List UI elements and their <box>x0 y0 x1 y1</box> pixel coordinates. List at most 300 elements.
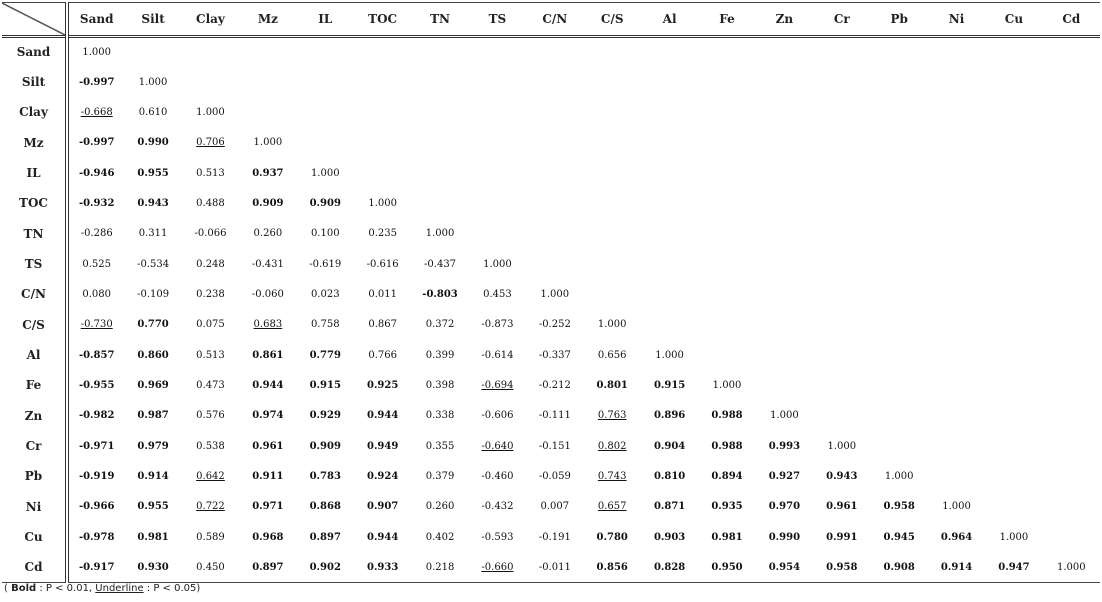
correlation-value: 1.000 <box>827 440 857 452</box>
correlation-value: -0.917 <box>67 552 124 582</box>
correlation-value: -0.066 <box>194 228 227 240</box>
empty-cell <box>870 188 927 218</box>
row-header: Cu <box>2 522 67 552</box>
table-row <box>2 522 1100 552</box>
correlation-value: 0.897 <box>239 552 296 582</box>
correlation-value: -0.730 <box>80 319 113 331</box>
empty-cell <box>813 310 870 340</box>
correlation-value: 0.950 <box>698 552 755 582</box>
correlation-value: 1.000 <box>310 167 340 179</box>
empty-cell <box>985 219 1042 249</box>
empty-cell <box>870 431 927 461</box>
correlation-value: 0.909 <box>309 440 341 452</box>
column-header: IL <box>297 3 354 37</box>
empty-cell <box>756 128 813 158</box>
correlation-value: 1.000 <box>253 137 283 149</box>
correlation-value: 1.000 <box>483 258 512 270</box>
correlation-value: 0.896 <box>653 410 686 422</box>
row-header: Cd <box>2 552 67 582</box>
table-row <box>2 249 1100 279</box>
correlation-value: 0.453 <box>483 288 512 300</box>
empty-cell <box>870 401 927 431</box>
correlation-value: 0.903 <box>653 531 686 543</box>
row-header: C/S <box>2 310 67 340</box>
empty-cell <box>698 188 755 218</box>
empty-cell <box>870 340 927 370</box>
table-row <box>2 401 1100 431</box>
correlation-value: 0.909 <box>252 197 284 209</box>
correlation-value: 0.908 <box>870 552 927 582</box>
table-row <box>2 67 1100 97</box>
table-row <box>2 431 1100 461</box>
empty-cell <box>354 37 411 67</box>
empty-cell <box>182 37 239 67</box>
empty-cell <box>985 401 1042 431</box>
correlation-value: 0.911 <box>252 470 284 482</box>
correlation-value: -0.946 <box>78 167 115 179</box>
empty-cell <box>239 37 296 67</box>
empty-cell <box>641 279 698 309</box>
empty-cell <box>698 128 755 158</box>
empty-cell <box>756 219 813 249</box>
empty-cell <box>469 188 526 218</box>
correlation-value: 0.398 <box>425 379 455 391</box>
empty-cell <box>1043 158 1100 188</box>
empty-cell <box>297 128 354 158</box>
table-row <box>2 552 1100 582</box>
correlation-value: -0.286 <box>80 228 113 240</box>
correlation-value: 0.399 <box>425 349 455 361</box>
empty-cell <box>297 67 354 97</box>
empty-cell <box>641 188 698 218</box>
correlation-value: 0.988 <box>711 440 743 452</box>
correlation-value: -0.803 <box>422 288 458 300</box>
correlation-value: -0.109 <box>137 288 170 300</box>
correlation-value: 0.683 <box>253 319 283 331</box>
empty-cell <box>813 37 870 67</box>
correlation-value: 0.011 <box>368 288 397 300</box>
correlation-value: 1.000 <box>1043 552 1100 582</box>
correlation-matrix-table <box>2 2 1100 583</box>
correlation-value: 0.766 <box>368 349 397 361</box>
correlation-value: 0.218 <box>411 552 468 582</box>
correlation-value: 0.780 <box>596 531 628 543</box>
row-header: Cr <box>2 431 67 461</box>
empty-cell <box>756 249 813 279</box>
correlation-value: -0.978 <box>78 531 115 543</box>
correlation-value: 0.914 <box>928 552 985 582</box>
empty-cell <box>756 279 813 309</box>
empty-cell <box>411 158 468 188</box>
correlation-value: 0.894 <box>711 470 743 482</box>
correlation-value: 0.763 <box>597 410 627 422</box>
correlation-value: 0.743 <box>597 470 627 482</box>
correlation-value: 0.925 <box>366 379 399 391</box>
correlation-value: 0.576 <box>196 410 225 422</box>
empty-cell <box>928 310 985 340</box>
column-header: Ni <box>928 3 985 37</box>
correlation-value: 0.969 <box>137 379 169 391</box>
correlation-value: 0.927 <box>768 470 801 482</box>
empty-cell <box>928 188 985 218</box>
correlation-value: -0.668 <box>80 106 113 118</box>
correlation-value: -0.059 <box>538 470 571 482</box>
empty-cell <box>698 67 755 97</box>
correlation-value: -0.660 <box>469 552 526 582</box>
correlation-value: 0.970 <box>768 501 801 513</box>
empty-cell <box>297 97 354 127</box>
column-header: TS <box>469 3 526 37</box>
empty-cell <box>469 128 526 158</box>
empty-cell <box>870 219 927 249</box>
correlation-value: 0.372 <box>425 319 455 331</box>
empty-cell <box>641 158 698 188</box>
empty-cell <box>813 370 870 400</box>
empty-cell <box>297 37 354 67</box>
correlation-value: 0.007 <box>540 501 570 513</box>
row-header: Silt <box>2 67 67 97</box>
correlation-value: -0.997 <box>78 76 115 88</box>
correlation-value: -0.593 <box>481 531 514 543</box>
correlation-value: 0.990 <box>137 137 169 149</box>
correlation-value: 0.801 <box>596 379 628 391</box>
row-header: Clay <box>2 97 67 127</box>
row-header: IL <box>2 158 67 188</box>
correlation-value: 0.355 <box>425 440 455 452</box>
empty-cell <box>756 370 813 400</box>
empty-cell <box>584 219 641 249</box>
significance-legend <box>4 583 200 594</box>
empty-cell <box>756 340 813 370</box>
correlation-value: 1.000 <box>196 106 225 118</box>
correlation-value: 0.897 <box>309 531 341 543</box>
correlation-value: 0.473 <box>196 379 225 391</box>
empty-cell <box>698 249 755 279</box>
correlation-value: -0.614 <box>481 349 514 361</box>
correlation-value: 1.000 <box>884 470 914 482</box>
empty-cell <box>584 188 641 218</box>
correlation-value: -0.857 <box>78 349 115 361</box>
correlation-value: 0.935 <box>711 501 743 513</box>
correlation-value: 0.961 <box>826 501 858 513</box>
column-header: Zn <box>756 3 813 37</box>
correlation-value: 0.402 <box>425 531 455 543</box>
correlation-value: 0.248 <box>196 258 225 270</box>
correlation-value: -0.151 <box>538 440 571 452</box>
correlation-value: -0.966 <box>78 501 115 513</box>
correlation-value: 0.828 <box>641 552 698 582</box>
correlation-value: 0.758 <box>310 319 340 331</box>
correlation-value: 0.856 <box>584 552 641 582</box>
correlation-value: -0.060 <box>251 288 284 300</box>
correlation-value: 0.949 <box>366 440 399 452</box>
legend-bold-word: Bold <box>11 583 37 594</box>
table-row <box>2 128 1100 158</box>
empty-cell <box>641 128 698 158</box>
correlation-value: 0.981 <box>137 531 169 543</box>
empty-cell <box>985 67 1042 97</box>
empty-cell <box>928 461 985 491</box>
correlation-value: 0.657 <box>597 501 627 513</box>
empty-cell <box>411 128 468 158</box>
correlation-value: 0.961 <box>252 440 284 452</box>
empty-cell <box>641 219 698 249</box>
correlation-value: 0.954 <box>756 552 813 582</box>
correlation-value: 0.933 <box>354 552 411 582</box>
column-header: Cu <box>985 3 1042 37</box>
correlation-value: 0.929 <box>309 410 341 422</box>
empty-cell <box>526 219 583 249</box>
empty-cell <box>1043 461 1100 491</box>
empty-cell <box>985 370 1042 400</box>
empty-cell <box>813 97 870 127</box>
row-header: Fe <box>2 370 67 400</box>
empty-cell <box>584 249 641 279</box>
correlation-value: 0.861 <box>252 349 284 361</box>
empty-cell <box>756 37 813 67</box>
empty-cell <box>870 249 927 279</box>
correlation-value: 1.000 <box>942 501 971 513</box>
row-header: TOC <box>2 188 67 218</box>
empty-cell <box>985 37 1042 67</box>
column-header: Sand <box>67 3 124 37</box>
correlation-value: -0.460 <box>481 470 514 482</box>
empty-cell <box>526 249 583 279</box>
empty-cell <box>813 188 870 218</box>
empty-cell <box>354 67 411 97</box>
correlation-value: -0.982 <box>78 410 115 422</box>
empty-cell <box>1043 188 1100 218</box>
empty-cell <box>1043 310 1100 340</box>
correlation-value: 1.000 <box>770 410 799 422</box>
correlation-value: 0.974 <box>252 410 284 422</box>
correlation-value: -0.252 <box>538 319 571 331</box>
empty-cell <box>584 97 641 127</box>
correlation-value: 0.990 <box>768 531 801 543</box>
row-header: C/N <box>2 279 67 309</box>
correlation-value: 0.235 <box>368 228 397 240</box>
correlation-value: 0.379 <box>425 470 455 482</box>
header-row <box>2 3 1100 37</box>
column-header: Mz <box>239 3 296 37</box>
column-header: Pb <box>870 3 927 37</box>
empty-cell <box>870 37 927 67</box>
legend-open: ( <box>4 583 12 594</box>
correlation-value: -0.997 <box>78 137 115 149</box>
empty-cell <box>469 219 526 249</box>
empty-cell <box>641 97 698 127</box>
empty-cell <box>928 370 985 400</box>
empty-cell <box>641 249 698 279</box>
table-row <box>2 461 1100 491</box>
empty-cell <box>985 158 1042 188</box>
correlation-value: -0.616 <box>366 258 399 270</box>
empty-cell <box>985 310 1042 340</box>
correlation-value: 0.947 <box>985 552 1042 582</box>
empty-cell <box>469 158 526 188</box>
empty-cell <box>870 97 927 127</box>
correlation-value: 0.964 <box>940 531 973 543</box>
correlation-value: 0.100 <box>310 228 340 240</box>
correlation-value: 0.988 <box>711 410 743 422</box>
correlation-value: 0.937 <box>252 167 284 179</box>
correlation-value: 1.000 <box>999 531 1029 543</box>
correlation-value: 0.260 <box>425 501 455 513</box>
correlation-value: 0.810 <box>653 470 686 482</box>
empty-cell <box>469 67 526 97</box>
correlation-value: 1.000 <box>425 228 455 240</box>
empty-cell <box>870 158 927 188</box>
empty-cell <box>526 158 583 188</box>
correlation-value: -0.437 <box>424 258 457 270</box>
empty-cell <box>1043 97 1100 127</box>
correlation-value: 0.979 <box>137 440 169 452</box>
empty-cell <box>698 158 755 188</box>
empty-cell <box>870 67 927 97</box>
correlation-value: 0.802 <box>597 440 627 452</box>
correlation-value: 0.450 <box>182 552 239 582</box>
correlation-value: -0.431 <box>251 258 284 270</box>
empty-cell <box>526 37 583 67</box>
correlation-value: 0.513 <box>196 167 225 179</box>
correlation-value: 0.656 <box>597 349 627 361</box>
correlation-value: 1.000 <box>540 288 570 300</box>
correlation-value: 0.311 <box>138 228 168 240</box>
correlation-value: 1.000 <box>368 197 397 209</box>
correlation-value: -0.932 <box>78 197 115 209</box>
correlation-value: -0.694 <box>481 379 514 391</box>
correlation-value: 0.958 <box>883 501 915 513</box>
empty-cell <box>928 219 985 249</box>
empty-cell <box>813 279 870 309</box>
correlation-value: 1.000 <box>655 349 684 361</box>
table-row <box>2 340 1100 370</box>
correlation-value: 0.943 <box>137 197 169 209</box>
empty-cell <box>756 97 813 127</box>
empty-cell <box>756 158 813 188</box>
column-header: TN <box>411 3 468 37</box>
empty-cell <box>698 219 755 249</box>
correlation-value: 0.930 <box>124 552 181 582</box>
empty-cell <box>1043 37 1100 67</box>
column-header: Clay <box>182 3 239 37</box>
row-header: TS <box>2 249 67 279</box>
empty-cell <box>813 340 870 370</box>
empty-cell <box>870 128 927 158</box>
legend-bold-rule: : P < 0.01, <box>36 583 96 594</box>
correlation-value: 0.770 <box>137 319 169 331</box>
correlation-value: 0.871 <box>653 501 686 513</box>
empty-cell <box>354 128 411 158</box>
correlation-value: -0.919 <box>78 470 115 482</box>
correlation-value: 1.000 <box>712 379 742 391</box>
empty-cell <box>411 67 468 97</box>
correlation-table-container <box>2 2 1100 583</box>
corner-cell <box>2 3 67 37</box>
correlation-value: 0.993 <box>768 440 801 452</box>
table-row <box>2 279 1100 309</box>
correlation-value: 0.902 <box>297 552 354 582</box>
correlation-value: -0.971 <box>78 440 115 452</box>
empty-cell <box>985 97 1042 127</box>
empty-cell <box>813 401 870 431</box>
table-row <box>2 97 1100 127</box>
row-header: Ni <box>2 492 67 522</box>
empty-cell <box>813 219 870 249</box>
table-row <box>2 492 1100 522</box>
correlation-value: 0.525 <box>82 258 112 270</box>
column-header: Al <box>641 3 698 37</box>
correlation-value: 0.513 <box>196 349 225 361</box>
empty-cell <box>469 97 526 127</box>
empty-cell <box>1043 340 1100 370</box>
empty-cell <box>526 67 583 97</box>
empty-cell <box>526 188 583 218</box>
empty-cell <box>1043 249 1100 279</box>
row-header: Zn <box>2 401 67 431</box>
empty-cell <box>985 492 1042 522</box>
correlation-value: 0.945 <box>883 531 915 543</box>
correlation-value: -0.534 <box>137 258 170 270</box>
correlation-value: 1.000 <box>138 76 168 88</box>
correlation-value: 0.955 <box>137 501 169 513</box>
empty-cell <box>756 67 813 97</box>
empty-cell <box>1043 401 1100 431</box>
correlation-value: 0.075 <box>196 319 225 331</box>
correlation-value: -0.191 <box>538 531 571 543</box>
empty-cell <box>928 128 985 158</box>
correlation-value: 0.914 <box>137 470 169 482</box>
column-header: Silt <box>124 3 181 37</box>
table-row <box>2 188 1100 218</box>
empty-cell <box>584 37 641 67</box>
corner-diagonal-line <box>2 3 65 35</box>
correlation-value: 0.944 <box>252 379 284 391</box>
empty-cell <box>1043 279 1100 309</box>
correlation-value: 0.944 <box>366 531 399 543</box>
empty-cell <box>813 128 870 158</box>
correlation-value: 0.909 <box>309 197 341 209</box>
correlation-value: 0.991 <box>826 531 858 543</box>
empty-cell <box>813 249 870 279</box>
empty-cell <box>928 340 985 370</box>
correlation-value: 0.610 <box>138 106 168 118</box>
correlation-value: 1.000 <box>597 319 627 331</box>
correlation-value: -0.619 <box>309 258 342 270</box>
correlation-value: 0.722 <box>196 501 225 513</box>
empty-cell <box>1043 431 1100 461</box>
correlation-value: 0.338 <box>425 410 455 422</box>
column-header: TOC <box>354 3 411 37</box>
empty-cell <box>1043 492 1100 522</box>
empty-cell <box>985 279 1042 309</box>
empty-cell <box>985 431 1042 461</box>
correlation-value: 0.944 <box>366 410 399 422</box>
empty-cell <box>354 97 411 127</box>
empty-cell <box>928 37 985 67</box>
empty-cell <box>756 310 813 340</box>
row-header: TN <box>2 219 67 249</box>
empty-cell <box>584 279 641 309</box>
empty-cell <box>928 279 985 309</box>
table-row <box>2 219 1100 249</box>
empty-cell <box>1043 522 1100 552</box>
empty-cell <box>354 158 411 188</box>
correlation-value: 0.904 <box>653 440 686 452</box>
table-row <box>2 310 1100 340</box>
empty-cell <box>239 67 296 97</box>
correlation-value: 0.971 <box>252 501 284 513</box>
